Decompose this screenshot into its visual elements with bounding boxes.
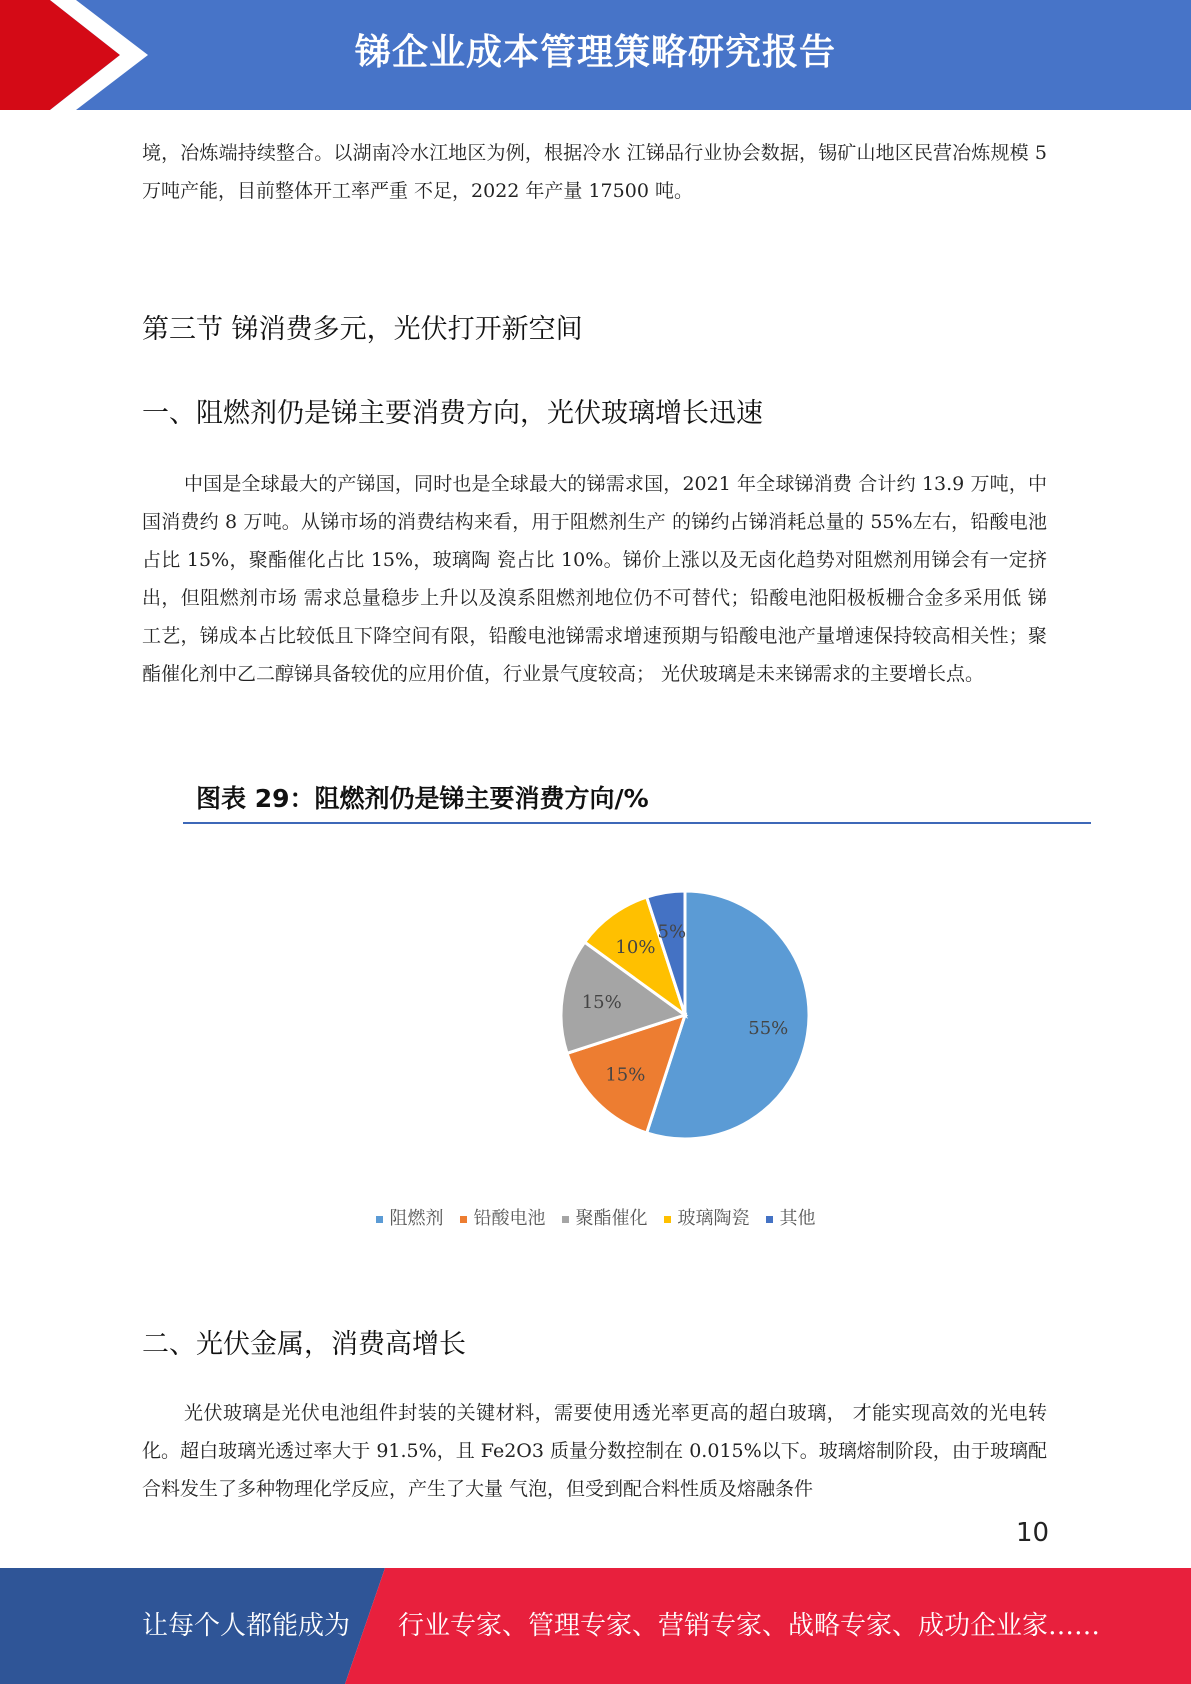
footer-slogan-right: 行业专家、管理专家、营销专家、战略专家、成功企业家……: [398, 1611, 1101, 1641]
legend-swatch: [460, 1216, 467, 1223]
pie-data-label-2: 15%: [605, 1064, 646, 1086]
pie-chart: [540, 870, 830, 1160]
footer-slogan-left: 让每个人都能成为: [142, 1611, 351, 1641]
legend-item-2: [460, 1204, 546, 1230]
subsection-paragraph-2: 光伏玻璃是光伏电池组件封装的关键材料，需要使用透光率更高的超白玻璃， 才能实现高效的光电转化。超白玻璃光透过率大于 91.5%，且 Fe2O3 质量分数控制在 0.015%以下。玻璃熔制阶段，由于玻璃配合料发生了多种物理化学反应，产生了大量 气泡，但受到配合料性质及熔融条件: [142, 1402, 1047, 1500]
legend-item-4: [664, 1204, 750, 1230]
chart-legend: [0, 1204, 1191, 1230]
legend-label: 阻燃剂: [389, 1208, 444, 1229]
legend-swatch: [664, 1216, 671, 1223]
subsection-heading-2: 二、光伏金属，消费高增长: [142, 1329, 466, 1360]
legend-item-3: [562, 1204, 648, 1230]
chart-title-rule: [183, 822, 1091, 824]
legend-label: 铅酸电池: [473, 1208, 546, 1229]
legend-label: 玻璃陶瓷: [677, 1208, 750, 1229]
subsection-heading-1: 一、阻燃剂仍是锑主要消费方向，光伏玻璃增长迅速: [142, 398, 763, 429]
page-header: [0, 0, 1191, 110]
intro-paragraph: 境，冶炼端持续整合。以湖南冷水江地区为例，根据冷水 江锑品行业协会数据，锡矿山地区民营冶炼规模 5 万吨产能，目前整体开工率严重 不足，2022 年产量 17500 吨。: [142, 142, 1047, 202]
page-footer: [0, 1568, 1191, 1684]
legend-swatch: [562, 1216, 569, 1223]
pie-data-label-1: 55%: [748, 1018, 789, 1040]
legend-swatch: [376, 1216, 383, 1223]
legend-label: 其他: [779, 1208, 816, 1229]
pie-data-label-5: 5%: [657, 921, 687, 943]
report-title: 锑企业成本管理策略研究报告: [354, 32, 836, 73]
legend-swatch: [766, 1216, 773, 1223]
chart-title: 图表 29：阻燃剂仍是锑主要消费方向/%: [196, 784, 649, 813]
legend-item-1: [376, 1204, 444, 1230]
subsection-paragraph-1: 中国是全球最大的产锑国，同时也是全球最大的锑需求国，2021 年全球锑消费 合计约 13.9 万吨，中国消费约 8 万吨。从锑市场的消费结构来看，用于阻燃剂生产 的锑约占锑消耗总量的 55%左右，铅酸电池占比 15%，聚酯催化占比 15%，玻璃陶 瓷占比 10%。锑价上涨以及无卤化趋势对阻燃剂用锑会有一定挤出，但阻燃剂市场 需求总量稳步上升以及溴系阻燃剂地位仍不可替代；铅酸电池阳极板栅合金多采用低 锑工艺，锑成本占比较低且下降空间有限，铅酸电池锑需求增速预期与铅酸电池产量增速保持较高相关性；聚酯催化剂中乙二醇锑具备较优的应用价值，行业景气度较高； 光伏玻璃是未来锑需求的主要增长点。: [142, 473, 1047, 685]
section-heading: 第三节 锑消费多元，光伏打开新空间: [142, 314, 583, 345]
pie-data-label-3: 15%: [581, 991, 622, 1013]
page-number: 10: [1016, 1518, 1050, 1548]
pie-data-label-4: 10%: [615, 936, 656, 958]
legend-item-5: [766, 1204, 816, 1230]
legend-label: 聚酯催化: [575, 1208, 648, 1229]
